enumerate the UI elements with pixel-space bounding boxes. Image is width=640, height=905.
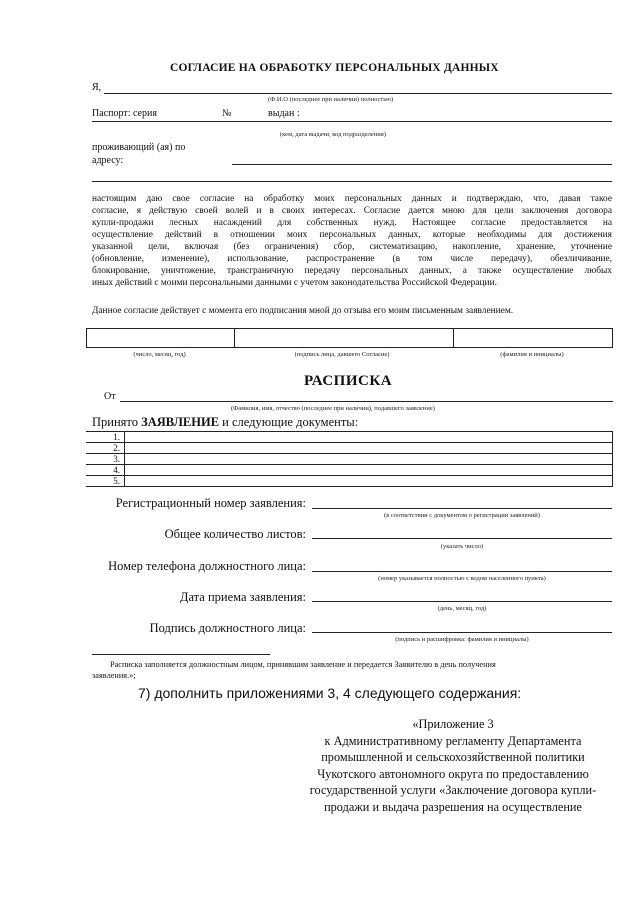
name-cell[interactable]: [454, 329, 612, 347]
accept-date-label: Дата приема заявления:: [179, 590, 306, 604]
address-label-1: проживающий (ая) по: [92, 142, 186, 153]
paragraph-line: (обновление, изменение), использование, распространение (в том числе передачу), обезличивание,: [92, 254, 612, 264]
appendix-header: [290, 716, 616, 815]
accepted-suffix: и следующие документы:: [219, 415, 359, 429]
accepted-heading: [92, 415, 358, 430]
sheets-count-line[interactable]: [312, 538, 612, 539]
footnote-line-2: заявления.»;: [92, 671, 136, 680]
table-row: [86, 432, 613, 443]
footnote-line-1: Расписка заполняется должностным лицом, принявшим заявление и передается Заявителю в день получения: [110, 660, 496, 669]
appendix-line: Чукотского автономного округа по предоставлению: [317, 766, 589, 781]
address-line-2: [92, 181, 612, 182]
table-row: [86, 476, 613, 487]
table-row: [86, 454, 613, 465]
amendment-item: 7) дополнить приложениями 3, 4 следующего содержания:: [138, 685, 522, 701]
registration-number-line[interactable]: [312, 508, 612, 509]
signature-table: [86, 328, 613, 348]
paragraph-line: согласие, я действую своей волей и в своих интересах. Согласие дается мною для цели заключения договора: [92, 206, 612, 216]
from-hint: (Фамилия, имя, отчество (последнее при наличии), подавшего заявление): [231, 405, 435, 412]
validity-text: Данное согласие действует с момента его подписания мной до отзыва его моим письменным заявлением.: [92, 306, 514, 316]
doc-number: 3.: [86, 454, 125, 465]
fio-hint: (Ф.И.О (последнее при наличии) полностью): [268, 96, 394, 103]
consent-title: СОГЛАСИЕ НА ОБРАБОТКУ ПЕРСОНАЛЬНЫХ ДАННЫХ: [170, 62, 499, 74]
name-hint: (фамилия и инициалы): [500, 351, 564, 358]
documents-table: [86, 431, 613, 487]
doc-cell[interactable]: [125, 476, 613, 487]
official-signature-label: Подпись должностного лица:: [149, 621, 306, 635]
paragraph-line: настоящим даю свое согласие на обработку моих персональных данных и подтверждаю, что, давая такое: [92, 194, 612, 204]
accepted-prefix: Принято: [92, 415, 142, 429]
accept-date-line[interactable]: [312, 601, 612, 602]
paragraph-line: иных действий с моими персональными данными с учетом законодательства Российской Федерации.: [92, 278, 497, 288]
accept-date-hint: (день, месяц, год): [437, 605, 487, 612]
date-hint: (число, месяц, год): [133, 351, 186, 358]
table-row: [86, 465, 613, 476]
appendix-line: продажи и выдача разрешения на осуществление: [324, 799, 582, 814]
official-signature-hint: (подпись и расшифровка: фамилия и инициалы): [395, 636, 529, 643]
phone-line[interactable]: [312, 571, 612, 572]
official-signature-line[interactable]: [312, 632, 612, 633]
registration-number-label: Регистрационный номер заявления:: [115, 496, 306, 510]
address-label-2: адресу:: [92, 155, 124, 166]
consent-paragraph: [92, 193, 612, 289]
registration-number-hint: (в соответствии с документом о регистрации заявлений): [384, 512, 540, 519]
address-line: [232, 164, 612, 165]
doc-cell[interactable]: [125, 465, 613, 476]
fio-line: [104, 93, 612, 94]
appendix-line: промышленной и сельскохозяйственной политики: [321, 750, 585, 764]
doc-number: 4.: [86, 465, 125, 476]
issued-label: выдан :: [268, 108, 300, 119]
passport-line: [92, 121, 612, 122]
date-cell[interactable]: [87, 329, 235, 347]
paragraph-line: купли-продажи лесных насаждений для собственных нужд. Настоящее согласие предоставляется на: [92, 218, 612, 228]
sheets-count-label: Общее количество листов:: [164, 527, 306, 541]
sheets-count-hint: (указать число): [440, 543, 484, 550]
table-row: [86, 443, 613, 454]
passport-series-label: Паспорт: серия: [92, 108, 157, 119]
doc-number: 2.: [86, 443, 125, 454]
i-label: Я,: [92, 82, 102, 93]
appendix-line: «Приложение 3: [412, 717, 494, 731]
paragraph-line: блокирование, уничтожение, трансграничную передачу персональных данных, а также осуществление любых: [92, 266, 612, 276]
phone-hint: (номер указывается полностью с кодом населенного пункта): [378, 575, 546, 582]
doc-cell[interactable]: [125, 432, 613, 443]
receipt-title: РАСПИСКА: [304, 373, 393, 389]
phone-label: Номер телефона должностного лица:: [108, 559, 306, 573]
signature-cell[interactable]: [235, 329, 454, 347]
accepted-bold: ЗАЯВЛЕНИЕ: [141, 415, 220, 429]
appendix-line: государственной услуги «Заключение договора купли-: [309, 783, 597, 797]
doc-number: 5.: [86, 476, 125, 487]
doc-number: 1.: [86, 432, 125, 443]
doc-cell[interactable]: [125, 443, 613, 454]
passport-number-label: №: [222, 108, 232, 119]
from-label: От: [104, 391, 116, 402]
paragraph-line: осуществление действий в отношении моих персональных данных, которые необходимы для достижения: [92, 230, 612, 240]
appendix-line: к Административному регламенту Департамента: [324, 733, 582, 748]
signature-hint: (подпись лица, давшего Согласие): [294, 351, 390, 358]
issued-hint: (кем, дата выдачи, код подразделения): [280, 131, 386, 138]
doc-cell[interactable]: [125, 454, 613, 465]
footnote-separator: [92, 654, 270, 655]
from-line: [120, 401, 613, 402]
paragraph-line: указанной цели, включая (без ограничения) сбор, систематизацию, накопление, хранение, уточнение: [92, 242, 612, 252]
